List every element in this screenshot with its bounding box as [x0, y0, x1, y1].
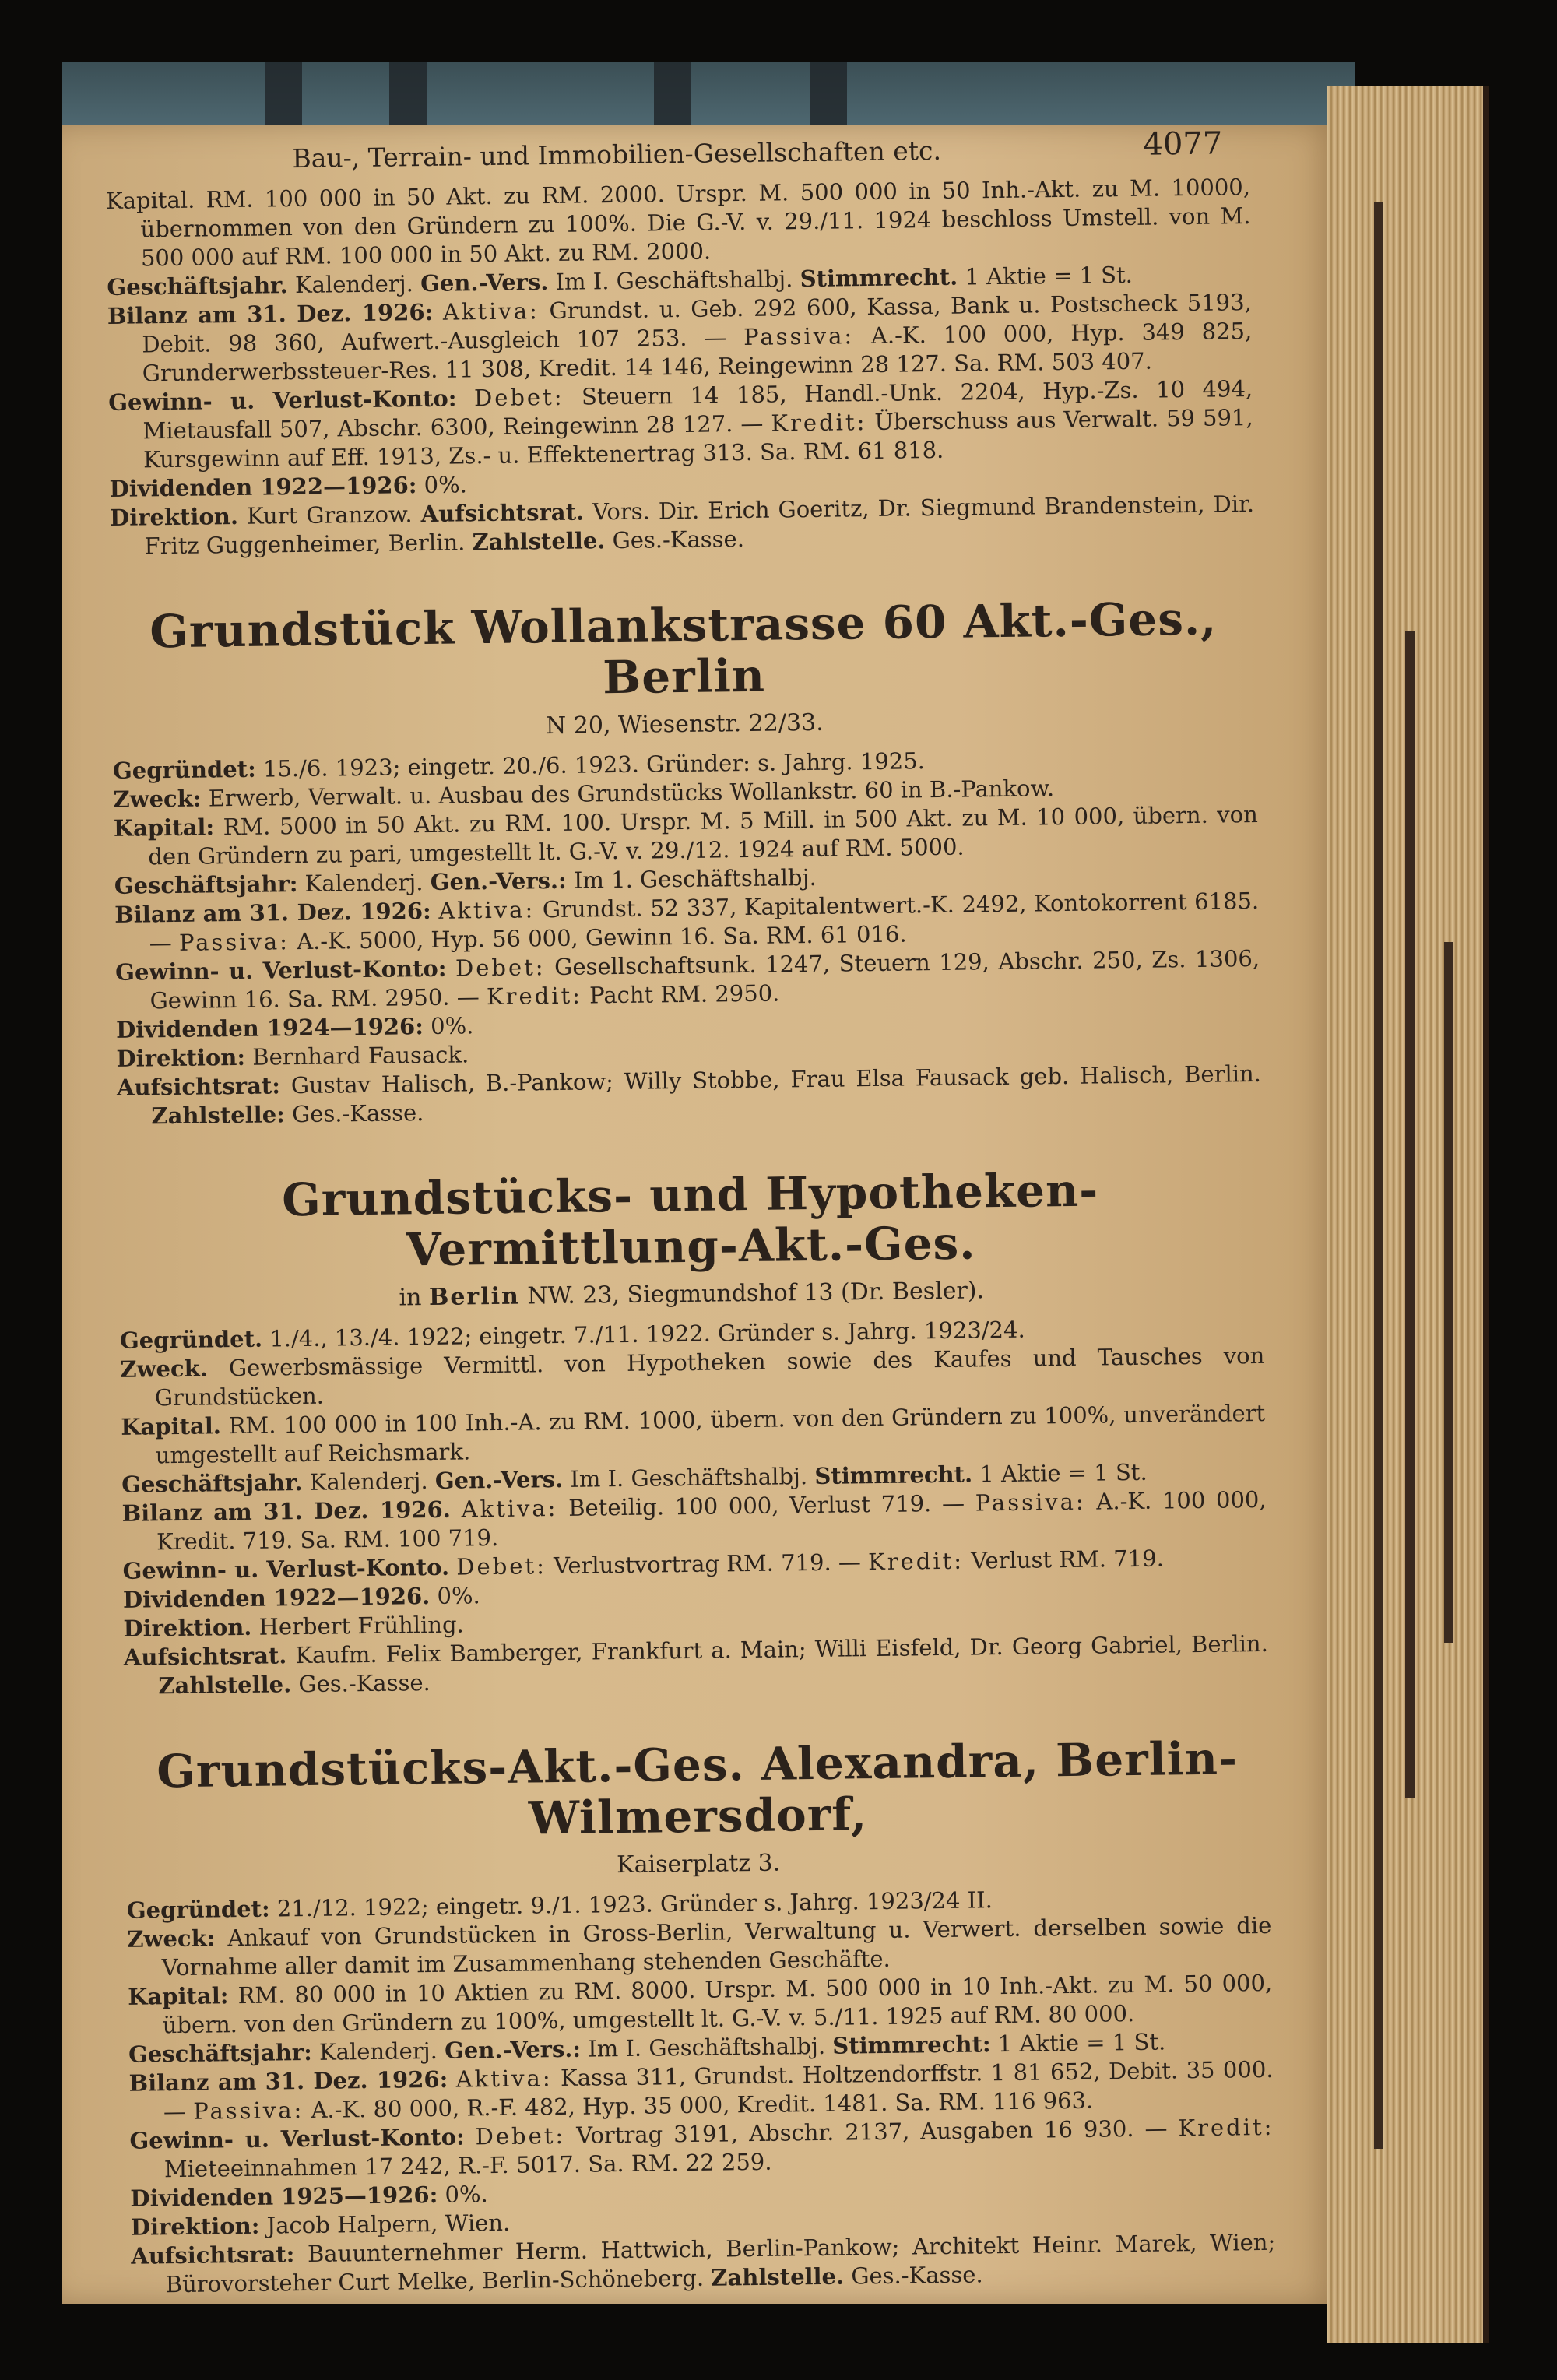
label: Dividenden 1922—1926: [109, 472, 417, 502]
text: Kaufm. Felix Bamberger, Frankfurt a. Main; Willi Eisfeld, Dr. Georg Gabriel, Berlin. [295, 1629, 1269, 1669]
company-title: Grundstück Wollankstrasse 60 Akt.-Ges., Berlin [149, 592, 1218, 705]
debet-label: Debet: [473, 383, 564, 412]
passiva-label: Passiva: [178, 928, 290, 956]
passiva-label: Passiva: [743, 322, 855, 350]
text: Steuern 14 185, Handl.-Unk. 2204, Hyp.-Zs. 10 494, Mietausfall 507, Abschr. 6300, Reingewinn 28 127. — [142, 375, 1253, 445]
label: Zahlstelle. [472, 527, 606, 556]
label: Zweck: [127, 1925, 216, 1953]
text: Gesellschaftsunk. 1247, Steuern 129, Abschr. 250, Zs. 1306, Gewinn 16. Sa. RM. 2950. — [149, 944, 1260, 1014]
text: 1 Aktie = 1 St. [979, 1458, 1148, 1488]
text: Verlustvortrag RM. 719. — [553, 1549, 862, 1580]
text: 0%. [437, 1582, 480, 1609]
label: Bilanz am 31. Dez. 1926. [121, 1496, 452, 1527]
label: Gen.-Vers.: [430, 867, 567, 895]
company-address: Kaiserplatz 3. [616, 1849, 781, 1879]
aktiva-label: Aktiva: [438, 896, 536, 924]
kredit-label: Kredit: [1178, 2113, 1274, 2142]
label: Direktion. [123, 1613, 252, 1642]
label: Gen.-Vers.: [444, 2035, 582, 2064]
label: Aufsichtsrat: [116, 1072, 281, 1101]
kredit-label: Kredit: [867, 1547, 965, 1576]
company-title: Grundstücks- und Hypotheken-Vermittlung-Akt.-Ges. [281, 1163, 1099, 1277]
text: Im I. Geschäftshalbj. [588, 2032, 826, 2062]
company-title: Grundstücks-Akt.-Ges. Alexandra, Berlin-Wilmersdorf, [156, 1731, 1239, 1845]
text: 1 Aktie = 1 St. [965, 261, 1133, 290]
city: Berlin [428, 1282, 521, 1312]
company-entry [113, 743, 1262, 1131]
text: A.-K. 100 000, Hyp. 349 825, Grunderwerbssteuer-Res. 11 308, Kredit. 14 146, Reingewinn 28 127. Sa. RM. 503 407. [142, 318, 1253, 387]
label: Gen.-Vers. [420, 269, 549, 297]
label: Gewinn- u. Verlust-Konto: [114, 954, 447, 986]
text: RM. 100 000 in 100 Inh.-A. zu RM. 1000, übern. von den Gründern zu 100%, unverändert umgestellt auf Reichsmark. [155, 1399, 1266, 1469]
label: Zahlstelle. [711, 2262, 845, 2291]
text: 0%. [445, 2181, 488, 2208]
text: Kalenderj. [309, 1468, 428, 1496]
passiva-label: Passiva: [975, 1488, 1086, 1517]
label: Gen.-Vers. [434, 1465, 564, 1494]
text: Kalenderj. [304, 869, 424, 897]
text: Grundst. 52 337, Kapitalentwert.-K. 2492, Kontokorrent 6185. — [149, 887, 1260, 957]
company-address [119, 1273, 1264, 1316]
text: Pacht RM. 2950. [589, 979, 780, 1009]
running-head: Bau-, Terrain- und Immobilien-Gesellschaften etc. [292, 135, 942, 174]
label: Direktion. [109, 502, 239, 531]
text: Ges.-Kasse. [851, 2261, 983, 2290]
label: Zahlstelle: [151, 1101, 286, 1130]
text: RM. 80 000 in 10 Aktien zu RM. 8000. Urspr. M. 500 000 in 10 Inh.-Akt. zu M. 50 000, übern. von den Gründern zu 100%, umgestellt lt. G.-V. v. 5./11. 1925 auf RM. 80 000. [162, 1969, 1273, 2039]
text: NW. 23, Siegmundshof 13 (Dr. Besler). [527, 1277, 985, 1310]
text: Mieteeinnahmen 17 242, R.-F. 5017. Sa. RM. 22 259. [163, 2148, 772, 2183]
label: Bilanz am 31. Dez. 1926: [107, 298, 434, 329]
label: Kapital: [128, 1982, 229, 2010]
text: Ges.-Kasse. [298, 1669, 431, 1698]
text: Verlust RM. 719. [971, 1545, 1165, 1574]
label: Dividenden 1925—1926: [130, 2181, 438, 2212]
label: Geschäftsjahr. [107, 272, 288, 301]
text: Beteilig. 100 000, Verlust 719. — [568, 1489, 965, 1521]
label: Zweck: [113, 785, 202, 813]
text: Im I. Geschäftshalbj. [570, 1463, 808, 1492]
text: Grundst. u. Geb. 292 600, Kassa, Bank u. Postscheck 5193, Debit. 98 360, Aufwert.-Ausgleich 107 253. — [142, 289, 1252, 358]
label: Geschäftsjahr: [128, 2038, 312, 2068]
text: Gustav Halisch, B.-Pankow; Willy Stobbe, Frau Elsa Fausack geb. Halisch, Berlin. [290, 1060, 1262, 1099]
page-edges [1327, 86, 1489, 2343]
text: Kassa 311, Grundst. Holtzendorffstr. 1 81 652, Debit. 35 000. — [163, 2055, 1274, 2125]
text: 0%. [424, 471, 468, 499]
text: A.-K. 5000, Hyp. 56 000, Gewinn 16. Sa. RM. 61 016. [296, 920, 907, 955]
entry-continued [106, 173, 1255, 561]
kredit-label: Kredit: [771, 409, 867, 437]
label: Direktion: [130, 2212, 260, 2241]
aktiva-label: Aktiva: [455, 2065, 553, 2093]
label: Bilanz am 31. Dez. 1926: [128, 2065, 448, 2097]
text: Ges.-Kasse. [291, 1099, 424, 1128]
text: Vors. Dir. Erich Goeritz, Dr. Siegmund Brandenstein, Dir. Fritz Guggenheimer, Berlin. [144, 490, 1255, 560]
company-address: N 20, Wiesenstr. 22/33. [545, 708, 824, 740]
label: Zweck. [120, 1355, 209, 1383]
text: 21./12. 1922; eingetr. 9./1. 1923. Gründer s. Jahrg. 1923/24 II. [276, 1886, 993, 1922]
page-number: 4077 [1143, 125, 1223, 163]
label: Aufsichtsrat. [123, 1642, 287, 1671]
passiva-label: Passiva: [193, 2097, 304, 2125]
page-text [105, 118, 1276, 2300]
label: Dividenden 1924—1926: [115, 1013, 424, 1043]
label: Aufsichtsrat: [131, 2241, 295, 2269]
label: Gegründet: [126, 1895, 270, 1924]
label: Gewinn- u. Verlust-Konto: [129, 2123, 465, 2154]
text: Ankauf von Grundstücken in Gross-Berlin, Verwaltung u. Verwert. derselben sowie die Vornahme aller damit im Zusammenhang stehenden Geschäfte. [161, 1911, 1272, 1981]
label: Kapital. [121, 1412, 222, 1440]
label: Stimmrecht. [814, 1461, 973, 1489]
company-entry [127, 1883, 1276, 2300]
capital-paragraph: Kapital. RM. 100 000 in 50 Akt. zu RM. 2000. Urspr. M. 500 000 in 50 Inh.-Akt. zu M. 10000, übernommen von den Gründern zu 100%. Die G.-V. v. 29./11. 1924 beschloss Umstell. von M. 500 000 auf RM. 100 000 in 50 Akt. zu RM. 2000. [105, 174, 1251, 272]
text: Ges.-Kasse. [612, 526, 745, 554]
text: Vortrag 3191, Abschr. 2137, Ausgaben 16 930. — [575, 2115, 1168, 2149]
text: Jacob Halpern, Wien. [266, 2209, 511, 2239]
text: Herbert Frühling. [258, 1611, 464, 1640]
label: Gegründet. [119, 1325, 263, 1354]
label: Gewinn- u. Verlust-Konto: [108, 385, 457, 416]
text: RM. 5000 in 50 Akt. zu RM. 100. Urspr. M. 5 Mill. in 500 Akt. zu M. 10 000, übern. von den Gründern zu pari, umgestellt lt. G.-V. v. 29./12. 1924 auf RM. 5000. [148, 800, 1259, 870]
label: Gegründet: [112, 755, 256, 784]
text: Kalenderj. [294, 270, 414, 299]
text: Im I. Geschäftshalbj. [555, 265, 793, 295]
text: Bauunternehmer Herm. Hattwich, Berlin-Pankow; Architekt Heinr. Marek, Wien; Bürovorsteher Curt Melke, Berlin-Schöneberg. [165, 2228, 1276, 2298]
company-entry [120, 1313, 1269, 1701]
label: Geschäftsjahr. [121, 1469, 303, 1498]
label: Stimmrecht. [800, 263, 958, 293]
debet-label: Debet: [456, 1552, 547, 1580]
text: Kurt Granzow. [246, 501, 413, 529]
balance-paragraph [107, 288, 1253, 388]
text: 1 Aktie = 1 St. [997, 2028, 1166, 2058]
label: Zahlstelle. [158, 1671, 292, 1700]
aktiva-label: Aktiva: [442, 297, 540, 325]
text: 15./6. 1923; eingetr. 20./6. 1923. Gründer: s. Jahrg. 1925. [262, 747, 926, 782]
profit-loss-paragraph [108, 374, 1253, 475]
label: Bilanz am 31. Dez. 1926: [114, 897, 431, 928]
text: 1./4., 13./4. 1922; eingetr. 7./11. 1922. Gründer s. Jahrg. 1923/24. [269, 1316, 1025, 1352]
debet-label: Debet: [475, 2122, 566, 2150]
label: Geschäftsjahr: [114, 870, 298, 899]
kredit-label: Kredit: [486, 982, 583, 1011]
label: Aufsichtsrat. [420, 498, 585, 528]
text: Gewerbsmässige Vermittl. von Hypotheken sowie des Kaufes und Tausches von Grundstücken. [154, 1341, 1265, 1411]
text: A.-K. 80 000, R.-F. 482, Hyp. 35 000, Kredit. 1481. Sa. RM. 116 963. [311, 2086, 1094, 2123]
text: A.-K. 100 000, Kredit. 719. Sa. RM. 100 719. [156, 1485, 1267, 1556]
text: 0%. [430, 1012, 474, 1039]
aktiva-label: Aktiva: [461, 1495, 558, 1523]
label: Stimmrecht: [832, 2030, 991, 2059]
label: Gewinn- u. Verlust-Konto. [122, 1553, 450, 1584]
label: Direktion: [116, 1043, 246, 1072]
label: Dividenden 1922—1926. [122, 1583, 431, 1613]
text: Kalenderj. [318, 2037, 438, 2065]
text: Erwerb, Verwalt. u. Ausbau des Grundstücks Wollankstr. 60 in B.-Pankow. [208, 775, 1055, 812]
text: Bernhard Fausack. [252, 1041, 469, 1070]
text: Überschuss aus Verwalt. 59 591, Kursgewinn auf Eff. 1913, Zs.- u. Effektenertrag 313. Sa. RM. 61 818. [142, 404, 1253, 473]
debet-label: Debet: [455, 954, 546, 982]
text: in [399, 1284, 422, 1312]
text: Im 1. Geschäftshalbj. [573, 863, 817, 894]
label: Kapital: [113, 814, 215, 842]
